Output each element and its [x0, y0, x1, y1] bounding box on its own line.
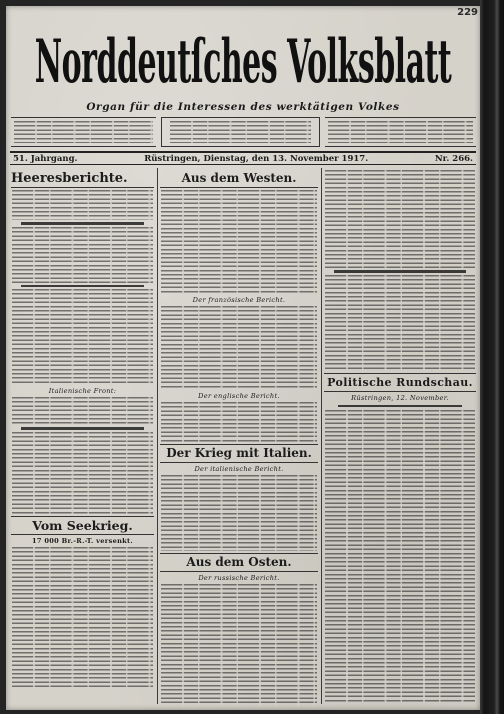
heading-heeresberichte: Heeresberichte. [11, 170, 154, 188]
masthead [10, 28, 476, 100]
text-block [170, 121, 311, 143]
dateline-bar [10, 151, 476, 165]
heading-aus-dem-osten: Aus dem Osten. [160, 553, 318, 572]
volume-number: 51. Jahrgang. [13, 153, 78, 164]
text-block [325, 170, 475, 268]
text-block [161, 190, 317, 294]
heading-politische-rundschau: Politische Rundschau. [324, 373, 476, 392]
page-number: 229 [457, 7, 478, 18]
subheading-italian-report: Der italienische Bericht. [194, 465, 284, 473]
heading-krieg-mit-italien: Der Krieg mit Italien. [160, 444, 318, 463]
heading-aus-dem-westen: Aus dem Westen. [160, 170, 318, 188]
bold-text-line [334, 270, 466, 273]
text-block [14, 121, 153, 143]
subheading-english-report: Der englische Bericht. [198, 392, 280, 400]
column-rule [321, 168, 322, 704]
column-rule [157, 168, 158, 704]
text-block [12, 397, 153, 425]
text-block [12, 227, 153, 283]
text-block [12, 547, 153, 687]
subheading-sea-war: 17 000 Br.-R.-T. versenkt. [32, 536, 133, 545]
column-middle [160, 168, 318, 706]
heading-vom-seekrieg: Vom Seekrieg. [11, 516, 154, 535]
bold-text-line [338, 405, 462, 408]
subheading-russian-report: Der russische Bericht. [198, 574, 280, 582]
newspaper-subtitle: Organ für die Interessen des werktätigen Volkes [86, 101, 400, 113]
text-block [161, 475, 317, 551]
column-right [324, 168, 476, 706]
bold-text-line [21, 285, 144, 288]
text-block [161, 306, 317, 390]
bold-text-line [21, 427, 144, 430]
book-binding-edge [480, 0, 504, 714]
issue-number: Nr. 266. [434, 153, 473, 164]
text-block [325, 275, 475, 371]
text-block [161, 584, 317, 706]
text-block [12, 289, 153, 385]
subheading-french-report: Der französische Bericht. [192, 296, 286, 304]
column-left [11, 168, 154, 706]
text-block [328, 121, 473, 143]
politics-dateline: Rüstringen, 12. November. [351, 393, 449, 402]
text-block [12, 432, 153, 514]
text-block [325, 410, 475, 702]
text-block [12, 190, 153, 220]
editorial-address-box [161, 117, 320, 147]
bold-text-line [21, 222, 144, 225]
newspaper-title: Norddeutſches Volksblatt [34, 28, 452, 98]
subscription-info-box [11, 117, 156, 147]
subheading-italian-front: Italienische Front: [48, 387, 117, 396]
text-block [161, 402, 317, 442]
advertising-info-box [325, 117, 476, 147]
issue-place-date: Rüstringen, Dienstag, den 13. November 1917. [144, 153, 369, 164]
